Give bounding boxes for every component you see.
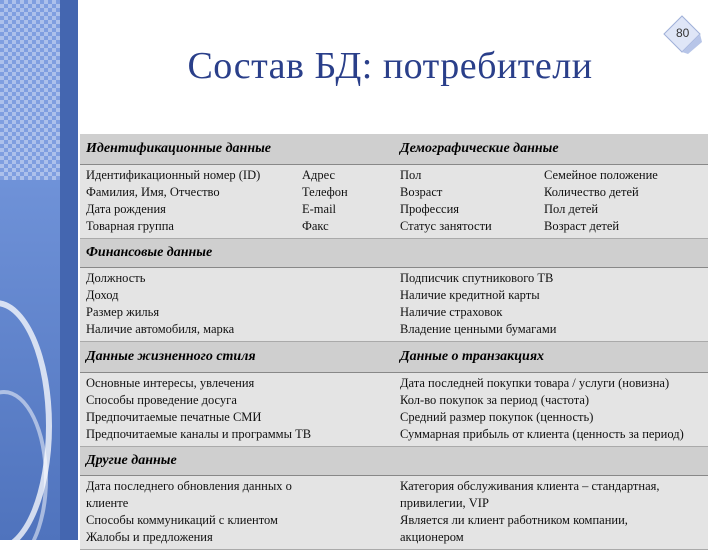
list-item: Товарная группа xyxy=(86,219,174,233)
other-right xyxy=(400,478,660,546)
list-item: Жалобы и предложения xyxy=(86,530,213,544)
list-item: Идентификационный номер (ID) xyxy=(86,168,261,182)
list-item: Способы проведение досуга xyxy=(86,393,237,407)
demographic-header: Демографические данные xyxy=(400,141,559,156)
lifestyle-transactions-body xyxy=(80,373,708,447)
demographic-col2 xyxy=(544,167,694,235)
list-item: Основные интересы, увлечения xyxy=(86,376,255,390)
list-item: Кол-во покупок за период (частота) xyxy=(400,393,590,407)
list-item: Дата последнего обновления данных о xyxy=(86,479,292,493)
list-item: Дата последней покупки товара / услуги (новизна) xyxy=(400,376,670,390)
identification-demographic-body xyxy=(80,165,708,239)
list-item: привилегии, VIP xyxy=(400,496,489,510)
page-title: Состав БД: потребители xyxy=(187,45,593,87)
list-item: Пол xyxy=(400,168,422,182)
demographic-col1 xyxy=(400,167,544,235)
list-item: Факс xyxy=(302,219,329,233)
list-item: Средний размер покупок (ценность) xyxy=(400,410,594,424)
other-header: Другие данные xyxy=(80,447,708,476)
list-item: Адрес xyxy=(302,168,336,182)
list-item: Профессия xyxy=(400,202,460,216)
lifestyle-items xyxy=(86,375,311,443)
list-item: Способы коммуникаций с клиентом xyxy=(86,513,278,527)
financial-right xyxy=(400,270,556,338)
transactions-items xyxy=(400,375,684,443)
other-left xyxy=(86,478,292,546)
financial-body xyxy=(80,268,708,342)
list-item: Наличие кредитной карты xyxy=(400,288,540,302)
lifestyle-header: Данные жизненного стиля xyxy=(86,349,256,364)
identification-header: Идентификационные данные xyxy=(86,141,272,156)
band-stripe xyxy=(60,0,78,540)
list-item: Дата рождения xyxy=(86,202,166,216)
list-item: клиенте xyxy=(86,496,129,510)
header-row-identification-demographic xyxy=(80,134,708,165)
list-item: Доход xyxy=(86,288,119,302)
slide-number: 80 xyxy=(676,26,690,40)
list-item: Статус занятости xyxy=(400,219,492,233)
header-row-lifestyle-transactions xyxy=(80,342,708,373)
list-item: Семейное положение xyxy=(544,168,658,182)
list-item: Предпочитаемые каналы и программы ТВ xyxy=(86,427,312,441)
left-decorative-band xyxy=(0,0,78,540)
list-item: акционером xyxy=(400,530,464,544)
list-item: Возраст детей xyxy=(544,219,620,233)
list-item: Пол детей xyxy=(544,202,599,216)
transactions-header: Данные о транзакциях xyxy=(400,349,545,364)
list-item: Предпочитаемые печатные СМИ xyxy=(86,410,262,424)
financial-left xyxy=(86,270,234,338)
list-item: Владение ценными бумагами xyxy=(400,322,557,336)
identification-col2 xyxy=(302,167,382,235)
other-body xyxy=(80,476,708,550)
list-item: Возраст xyxy=(400,185,443,199)
list-item: Наличие страховок xyxy=(400,305,503,319)
list-item: Количество детей xyxy=(544,185,639,199)
list-item: Категория обслуживания клиента – стандартная, xyxy=(400,479,660,493)
list-item: Подписчик спутникового ТВ xyxy=(400,271,554,285)
list-item: Телефон xyxy=(302,185,348,199)
list-item: E-mail xyxy=(302,202,337,216)
identification-col1 xyxy=(86,167,302,235)
list-item: Суммарная прибыль от клиента (ценность за период) xyxy=(400,427,684,441)
list-item: Размер жилья xyxy=(86,305,160,319)
list-item: Должность xyxy=(86,271,146,285)
list-item: Наличие автомобиля, марка xyxy=(86,322,235,336)
consumer-db-table xyxy=(80,134,708,550)
list-item: Фамилия, Имя, Отчество xyxy=(86,185,220,199)
financial-header: Финансовые данные xyxy=(80,239,708,268)
list-item: Является ли клиент работником компании, xyxy=(400,513,628,527)
